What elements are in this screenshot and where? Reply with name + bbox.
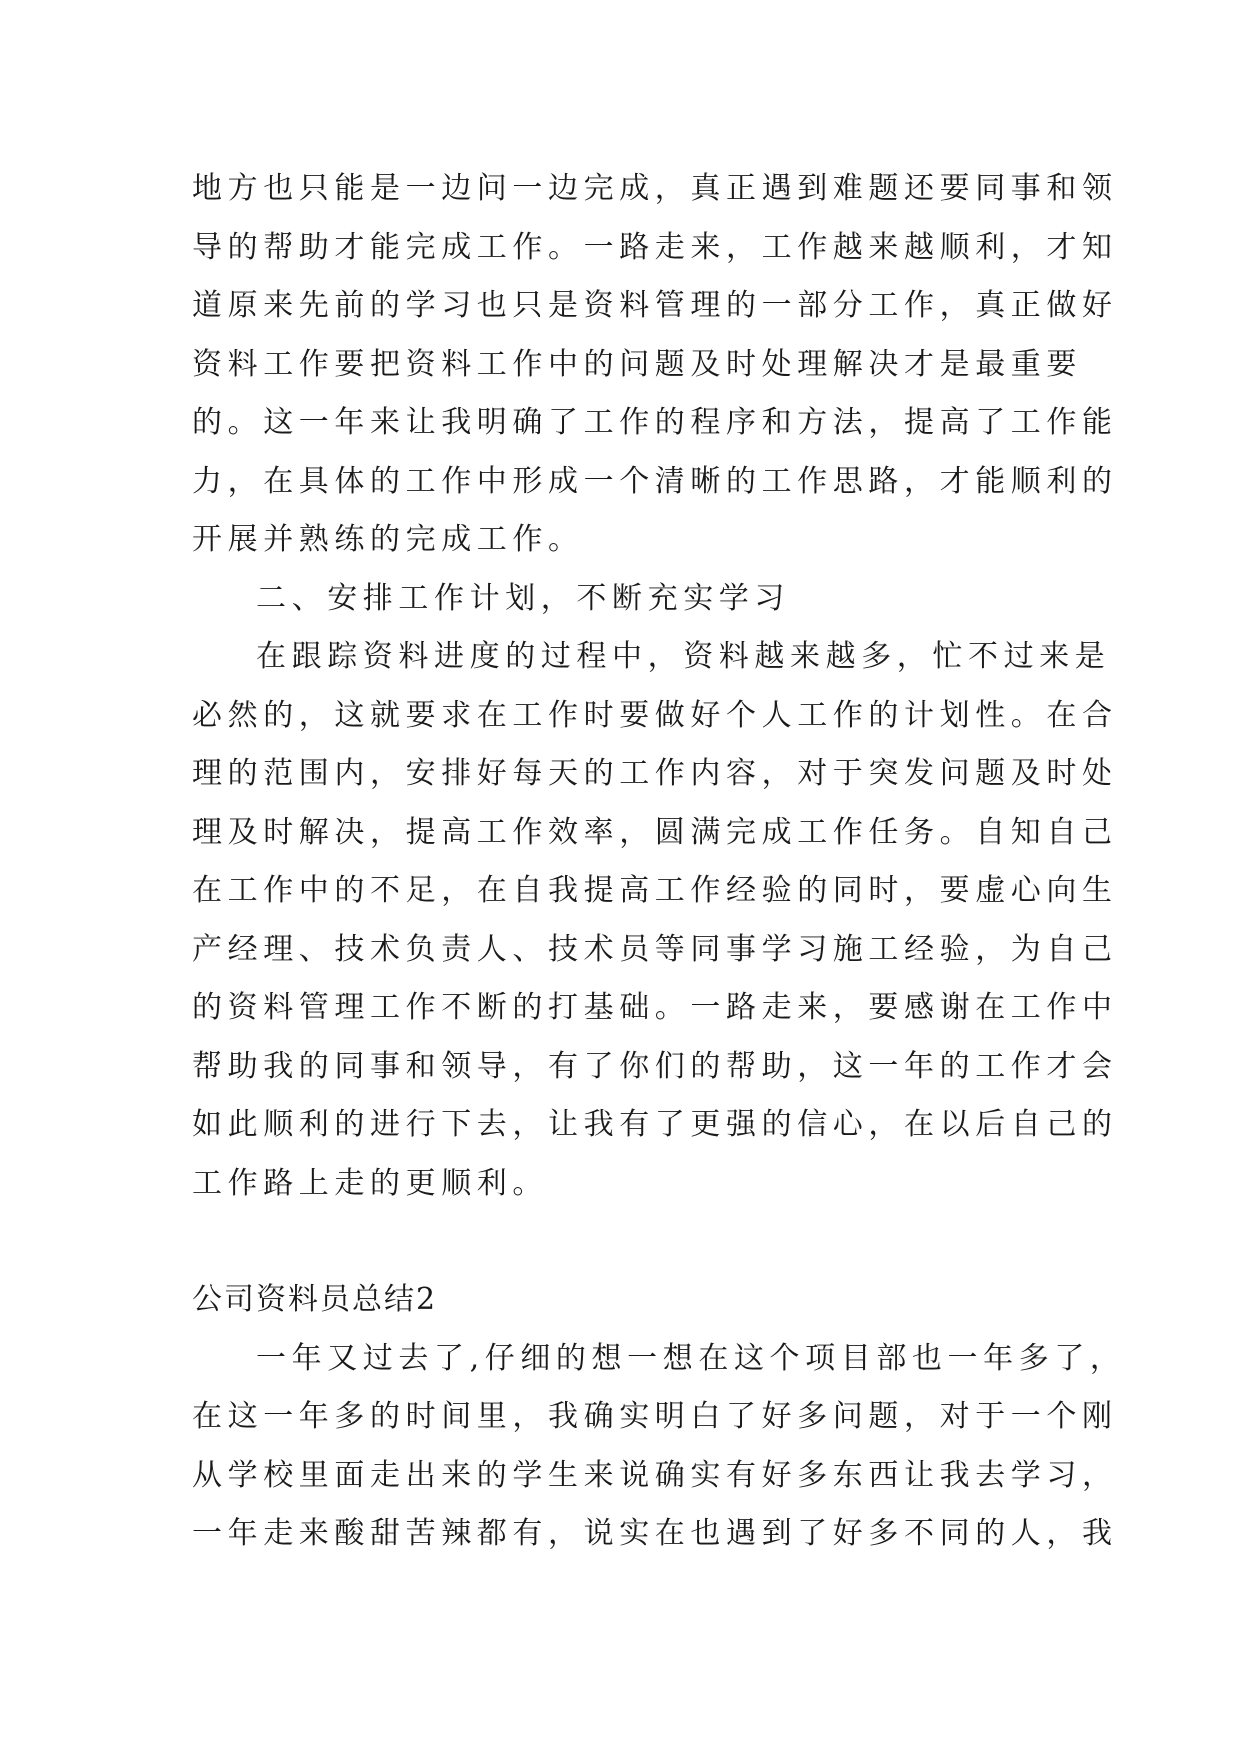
text-line: 力，在具体的工作中形成一个清晰的工作思路，才能顺利的 bbox=[192, 463, 1118, 499]
text-line: 道原来先前的学习也只是资料管理的一部分工作，真正做好 bbox=[192, 288, 1118, 323]
paragraph-plan bbox=[192, 628, 1118, 1213]
text-line: 资料工作要把资料工作中的问题及时处理解决才是最重要 bbox=[192, 346, 1082, 382]
text-line: 如此顺利的进行下去，让我有了更强的信心，在以后自己的 bbox=[192, 1107, 1118, 1142]
text-line: 从学校里面走出来的学生来说确实有好多东西让我去学习， bbox=[192, 1457, 1118, 1493]
document-body bbox=[192, 160, 1126, 1564]
text-line: 帮助我的同事和领导，有了你们的帮助，这一年的工作才会 bbox=[192, 1048, 1118, 1084]
text-line: 必然的，这就要求在工作时要做好个人工作的计划性。在合 bbox=[192, 697, 1118, 733]
text-line: 一年又过去了,仔细的想一想在这个项目部也一年多了， bbox=[256, 1340, 1126, 1376]
text-line: 在跟踪资料进度的过程中，资料越来越多，忙不过来是 bbox=[256, 639, 1111, 674]
text-line: 一年走来酸甜苦辣都有，说实在也遇到了好多不同的人，我 bbox=[192, 1516, 1118, 1551]
text-line: 的资料管理工作不断的打基础。一路走来，要感谢在工作中 bbox=[192, 990, 1118, 1025]
text-line: 产经理、技术负责人、技术员等同事学习施工经验，为自己 bbox=[192, 931, 1118, 967]
text-line: 工作路上走的更顺利。 bbox=[192, 1165, 548, 1201]
text-line: 开展并熟练的完成工作。 bbox=[192, 522, 584, 557]
text-line: 导的帮助才能完成工作。一路走来，工作越来越顺利，才知 bbox=[192, 229, 1118, 265]
paragraph-continued bbox=[192, 160, 1118, 570]
paragraph-gap bbox=[192, 1213, 1052, 1271]
paragraph-summary-2 bbox=[192, 1330, 1126, 1564]
text-line: 在工作中的不足，在自我提高工作经验的同时，要虚心向生 bbox=[192, 873, 1118, 908]
text-line: 地方也只能是一边问一边完成，真正遇到难题还要同事和领 bbox=[192, 171, 1118, 206]
text-line: 理及时解决，提高工作效率，圆满完成工作任务。自知自己 bbox=[192, 814, 1118, 850]
subheading: 二、安排工作计划，不断充实学习 bbox=[256, 580, 790, 616]
text-line: 理的范围内，安排好每天的工作内容，对于突发问题及时处 bbox=[192, 756, 1118, 791]
text-line: 在这一年多的时间里，我确实明白了好多问题，对于一个刚 bbox=[192, 1399, 1118, 1434]
text-line: 的。这一年来让我明确了工作的程序和方法，提高了工作能 bbox=[192, 405, 1118, 440]
section-title: 公司资料员总结2 bbox=[192, 1282, 438, 1317]
